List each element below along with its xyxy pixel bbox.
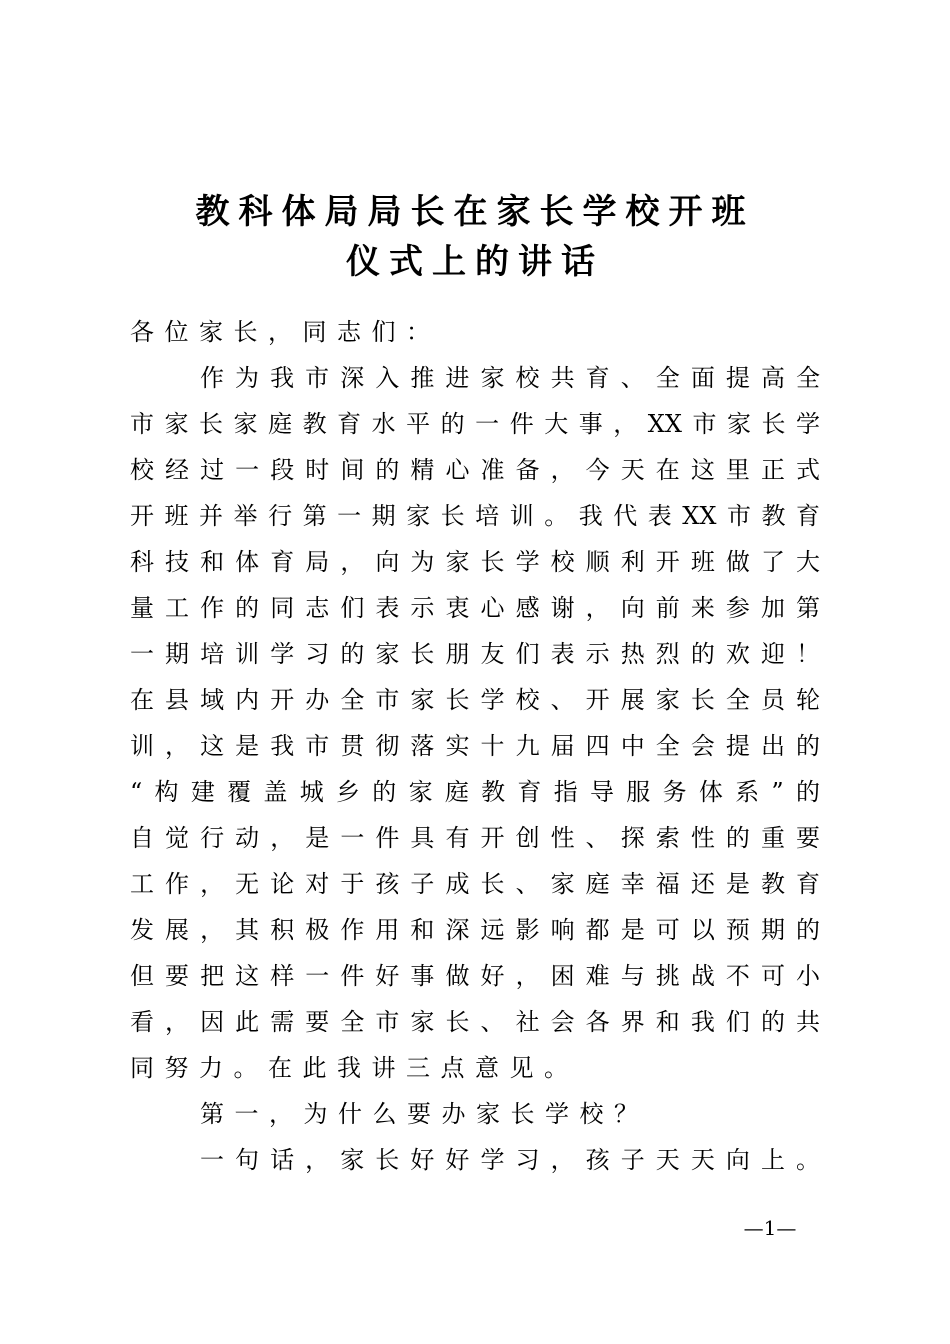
paragraph-2-line: 一句话，家长好好学习，孩子天天向上。 [200,1146,820,1174]
section-heading: 第一，为什么要办家长学校？ [200,1100,649,1128]
paragraph-1-line: 训，这是我市贯彻落实十九届四中全会提出的 [130,732,820,760]
paragraph-1-line: 工作，无论对于孩子成长、家庭幸福还是教育 [130,870,820,898]
document-title-line-2: 仪式上的讲话 [346,242,604,282]
paragraph-1-line: 科技和体育局，向为家长学校顺利开班做了大 [130,548,820,576]
paragraph-1-line: 自觉行动，是一件具有开创性、探索性的重要 [130,824,820,852]
paragraph-1-line: 作为我市深入推进家校共育、全面提高全 [200,364,820,392]
paragraph-1-line: 在县域内开办全市家长学校、开展家长全员轮 [130,686,820,714]
paragraph-1-line: 同努力。在此我讲三点意见。 [130,1054,579,1082]
page-number: —1— [743,1216,797,1240]
paragraph-1-line: 开班并举行第一期家长培训。我代表XX市教育 [130,502,820,530]
paragraph-1-line: 但要把这样一件好事做好，困难与挑战不可小 [130,962,820,990]
paragraph-1-line: 发展，其积极作用和深远影响都是可以预期的 [130,916,820,944]
paragraph-1-line: 看，因此需要全市家长、社会各界和我们的共 [130,1008,820,1036]
paragraph-1-line: 一期培训学习的家长朋友们表示热烈的欢迎！ [130,640,820,668]
document-title-line-1: 教科体局局长在家长学校开班 [195,192,755,232]
paragraph-1-line: “构建覆盖城乡的家庭教育指导服务体系”的 [130,778,820,806]
paragraph-1-line: 市家长家庭教育水平的一件大事，XX市家长学 [130,410,820,438]
paragraph-1-line: 量工作的同志们表示衷心感谢，向前来参加第 [130,594,820,622]
paragraph-1-line: 校经过一段时间的精心准备，今天在这里正式 [130,456,820,484]
salutation: 各位家长，同志们： [130,318,441,346]
